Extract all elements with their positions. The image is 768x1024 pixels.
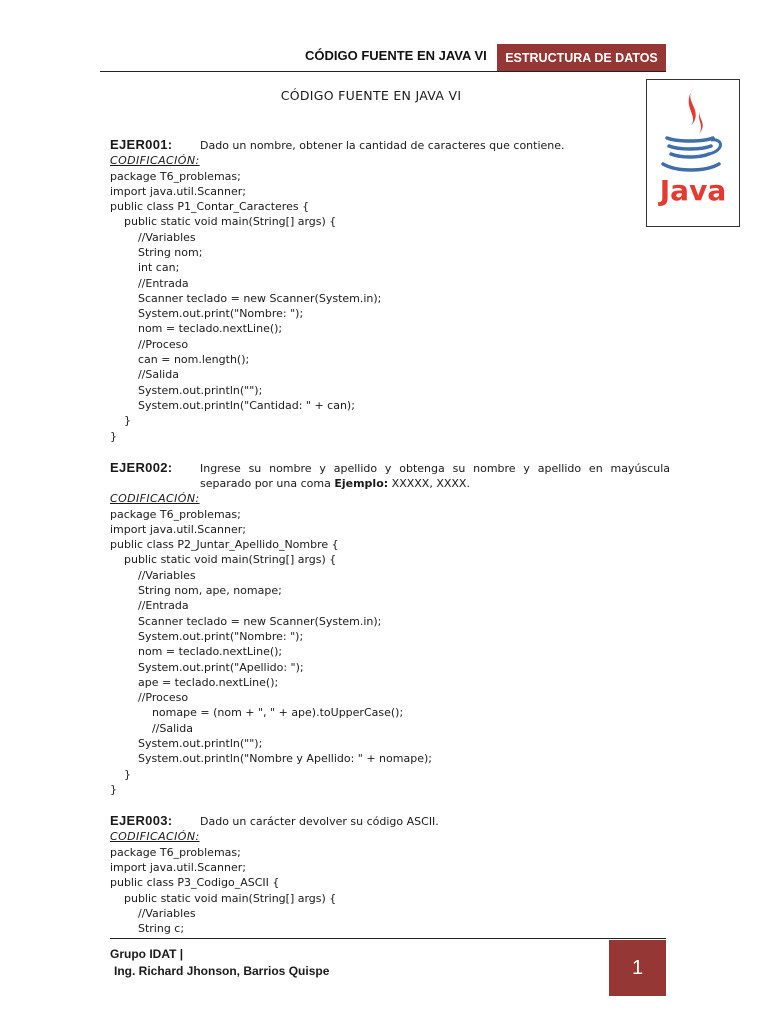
header-badge: ESTRUCTURA DE DATOS	[497, 44, 666, 71]
code-line: public static void main(String[] args) {	[110, 891, 337, 905]
code-block	[110, 507, 670, 798]
code-line: can = nom.length();	[110, 353, 250, 367]
code-line: //Proceso	[110, 691, 189, 705]
code-line: //Salida	[110, 721, 193, 735]
code-line: System.out.println("");	[110, 383, 263, 397]
code-line: //Entrada	[110, 599, 189, 613]
code-line: Scanner teclado = new Scanner(System.in);	[110, 614, 382, 628]
code-line: package T6_problemas;	[110, 845, 241, 859]
code-line: System.out.print("Nombre: ");	[110, 307, 304, 321]
code-line: String c;	[110, 922, 185, 936]
exercise-1	[110, 137, 670, 444]
code-line: //Variables	[110, 906, 196, 920]
code-line: }	[110, 767, 131, 781]
code-line: int can;	[110, 261, 180, 275]
code-line: public static void main(String[] args) {	[110, 215, 337, 229]
code-line: //Variables	[110, 230, 196, 244]
exercise-3	[110, 813, 670, 936]
java-logo-text: Java	[659, 174, 727, 207]
exercise-description: Dado un carácter devolver su código ASCII.	[200, 815, 439, 829]
code-line: System.out.println("");	[110, 737, 263, 750]
code-line: import java.util.Scanner;	[110, 184, 246, 198]
code-line: //Entrada	[110, 276, 189, 290]
description-tail: XXXXX, XXXX.	[388, 477, 470, 491]
code-block	[110, 845, 670, 937]
code-line: String nom, ape, nomape;	[110, 584, 282, 598]
description-bold: Ejemplo:	[334, 477, 389, 491]
code-line: nomape = (nom + ", " + ape).toUpperCase();	[110, 706, 404, 720]
exercise-2	[110, 460, 670, 797]
codification-label: CODIFICACIÓN:	[110, 830, 200, 844]
code-line: package T6_problemas;	[110, 507, 241, 521]
footer-divider	[110, 938, 666, 939]
code-line: import java.util.Scanner;	[110, 522, 246, 536]
code-line: System.out.println("Cantidad: " + can);	[110, 398, 355, 412]
exercise-description	[200, 461, 670, 491]
code-line: package T6_problemas;	[110, 169, 241, 183]
code-line: //Variables	[110, 568, 196, 582]
exercise-heading	[110, 137, 670, 153]
code-line: public class P1_Contar_Caracteres {	[110, 200, 310, 214]
code-line: System.out.print("Nombre: ");	[110, 629, 304, 643]
description-text: Ingrese su nombre y apellido y obtenga su nombre y apellido en mayúscula separado por una coma	[200, 461, 670, 491]
header-divider	[100, 71, 666, 72]
page-number: 1	[609, 940, 666, 996]
code-line: ape = teclado.nextLine();	[110, 675, 279, 689]
footer-group: Grupo IDAT |	[110, 947, 184, 961]
code-line: public class P3_Codigo_ASCII {	[110, 876, 280, 890]
codification-label: CODIFICACIÓN:	[110, 154, 200, 168]
code-line: //Proceso	[110, 337, 189, 351]
footer-author: Ing. Richard Jhonson, Barrios Quispe	[114, 964, 330, 978]
exercise-heading	[110, 813, 670, 829]
code-line: }	[110, 414, 131, 428]
codification-label: CODIFICACIÓN:	[110, 492, 200, 506]
exercise-id: EJER001:	[110, 137, 173, 152]
code-line: System.out.println("Nombre y Apellido: " + nomape);	[110, 752, 432, 766]
exercise-id: EJER003:	[110, 813, 173, 829]
code-line: nom = teclado.nextLine();	[110, 322, 283, 336]
code-line: }	[110, 429, 117, 443]
code-line: nom = teclado.nextLine();	[110, 645, 283, 659]
code-line: public static void main(String[] args) {	[110, 553, 337, 567]
exercise-id: EJER002:	[110, 459, 173, 475]
code-line: String nom;	[110, 245, 203, 259]
exercise-heading	[110, 460, 670, 491]
code-line: Scanner teclado = new Scanner(System.in);	[110, 291, 382, 305]
document-body	[110, 137, 670, 952]
code-line: //Salida	[110, 368, 179, 382]
header-title: CÓDIGO FUENTE EN JAVA VI	[305, 48, 487, 63]
code-line: System.out.print("Apellido: ");	[110, 660, 304, 674]
code-block	[110, 169, 670, 444]
code-line: }	[110, 782, 117, 796]
document-title: CÓDIGO FUENTE EN JAVA VI	[280, 88, 462, 103]
code-line: import java.util.Scanner;	[110, 860, 246, 874]
code-line: public class P2_Juntar_Apellido_Nombre {	[110, 538, 339, 552]
exercise-description: Dado un nombre, obtener la cantidad de caracteres que contiene.	[200, 139, 565, 152]
